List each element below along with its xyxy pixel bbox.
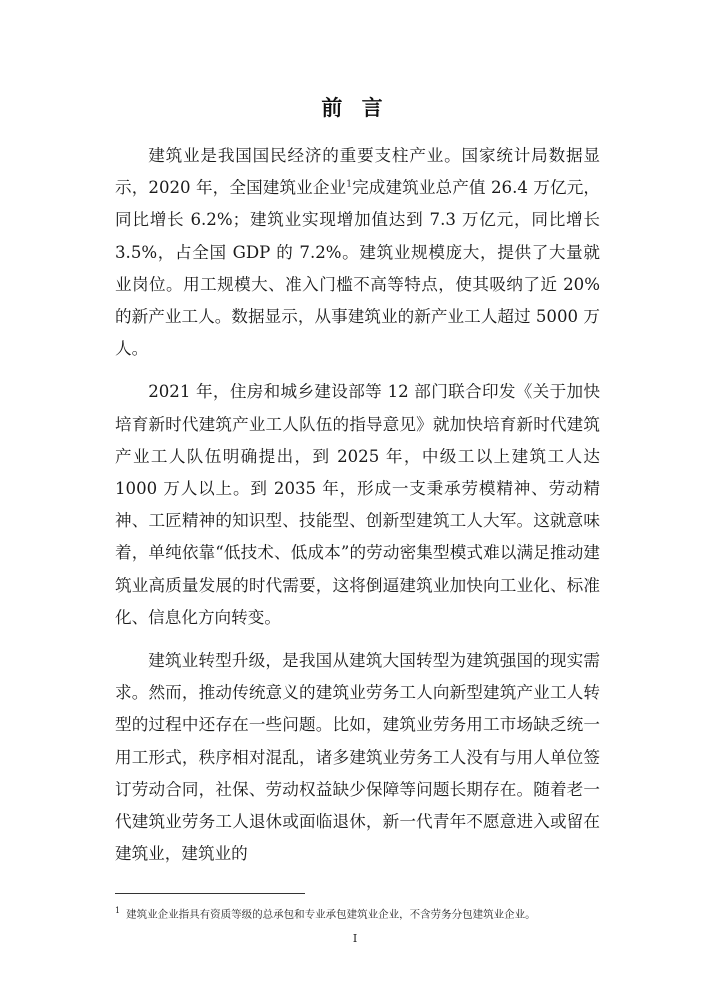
footnote-text: 建筑业企业指具有资质等级的总承包和专业承包建筑业企业，不含劳务分包建筑业企业。 xyxy=(126,908,536,921)
paragraph-2: 2021 年，住房和城乡建设部等 12 部门联合印发《关于加快培育新时代建筑产业工人队伍的指导意见》就加快培育新时代建筑产业工人队伍明确提出，到 2025 年，中级工以上建筑工人达 1000 万人以上。到 2035 年，形成一支秉承劳模精神、劳动精神、工匠精神的知识型、技能型、创新型建筑工人大军。这就意味着，单纯依靠“低技术、低成本”的劳动密集型模式难以满足推动建筑业高质量发展的时代需要，这将倒逼建筑业加快向工业化、标准化、信息化方向转变。 xyxy=(115,382,600,627)
paragraph-1 xyxy=(115,140,600,365)
footnote-reference[interactable]: 1 xyxy=(346,179,352,190)
paragraph-3: 建筑业转型升级，是我国从建筑大国转型为建筑强国的现实需求。然而，推动传统意义的建筑业劳务工人向新型建筑产业工人转型的过程中还存在一些问题。比如，建筑业劳务用工市场缺乏统一用工形式，秩序相对混乱，诸多建筑业劳务工人没有与用人单位签订劳动合同，社保、劳动权益缺少保障等问题长期存在。随着老一代建筑业劳务工人退休或面临退休，新一代青年不愿意进入或留在建筑业，建筑业的 xyxy=(115,651,600,864)
paragraph-1-text-b: 完成建筑业总产值 26.4 万亿元，同比增长 6.2%；建筑业实现增加值达到 7.3 万亿元，同比增长 3.5%，占全国 GDP 的 7.2%。建筑业规模庞大，提供了大量就业岗位。用工规模大、准入门槛不高等特点，使其吸纳了近 20%的新产业工人。数据显示，从事建筑业的新产业工人超过 5000 万人。 xyxy=(115,178,600,359)
page-number: I xyxy=(352,932,358,945)
paragraph-1-text-a: 建筑业是我国国民经济的重要支柱产业。国家统计局数据显示，2020 年，全国建筑业企业 xyxy=(115,146,600,198)
footnote-mark: 1 xyxy=(115,906,121,915)
footnote xyxy=(115,904,600,922)
body-text xyxy=(115,140,600,881)
footnote-divider xyxy=(115,893,305,894)
page-title: 前 言 xyxy=(321,96,389,120)
